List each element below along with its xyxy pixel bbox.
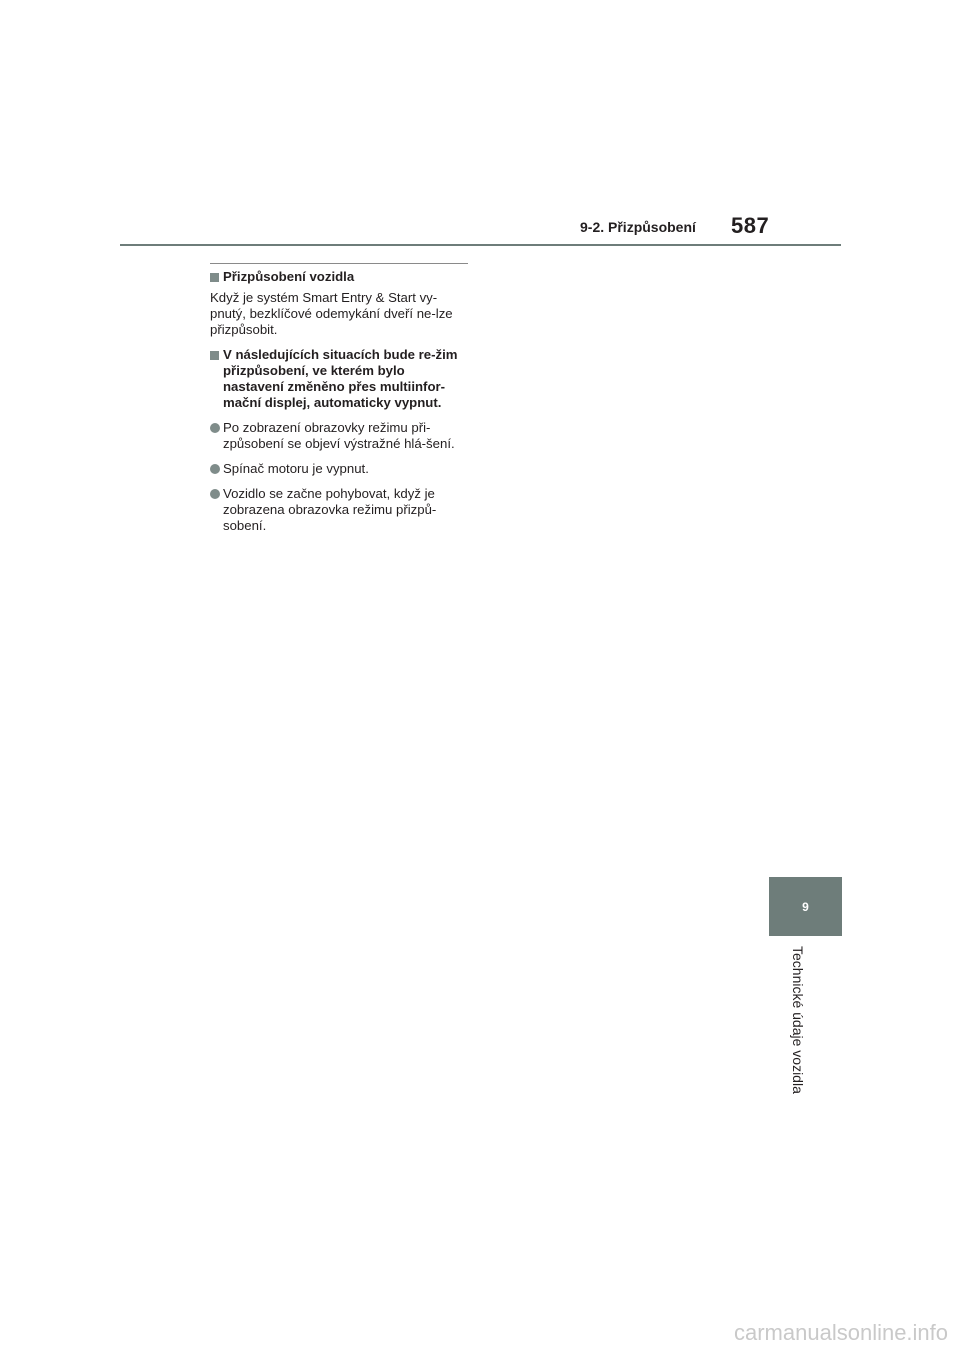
- watermark: carmanualsonline.info: [734, 1320, 949, 1345]
- list-item: [210, 461, 468, 477]
- header-divider: [120, 244, 841, 246]
- section-title: 9-2. Přizpůsobení: [580, 219, 696, 235]
- square-bullet-icon: [210, 273, 219, 282]
- paragraph-smart-entry: Když je systém Smart Entry & Start vy-pnutý, bezklíčové odemykání dveří ne-lze přizpůsobit.: [210, 290, 453, 337]
- heading-vehicle-customization: [210, 269, 468, 285]
- circle-bullet-icon: [210, 423, 220, 433]
- list-item: [210, 420, 468, 452]
- list-item-text: Spínač motoru je vypnut.: [223, 461, 369, 476]
- page-number: 587: [731, 213, 770, 238]
- circle-bullet-icon: [210, 464, 220, 474]
- circle-bullet-icon: [210, 489, 220, 499]
- square-bullet-icon: [210, 351, 219, 360]
- heading-text: Přizpůsobení vozidla: [223, 269, 355, 284]
- chapter-number-tab: 9: [769, 877, 842, 936]
- heading-text: V následujících situacích bude re-žim přizpůsobení, ve kterém bylo nastavení změněno přes multiinfor-mační displej, automaticky vypnut.: [223, 347, 458, 410]
- section-divider: [210, 263, 468, 264]
- content-column: [210, 263, 468, 534]
- list-item-text: Vozidlo se začne pohybovat, když je zobrazena obrazovka režimu přizpů-sobení.: [223, 486, 437, 533]
- heading-auto-off-situations: [210, 347, 468, 411]
- chapter-title-vertical: Technické údaje vozidla: [790, 946, 806, 1094]
- list-item: [210, 486, 468, 534]
- list-item-text: Po zobrazení obrazovky režimu při-způsobení se objeví výstražné hlá-šení.: [223, 420, 455, 451]
